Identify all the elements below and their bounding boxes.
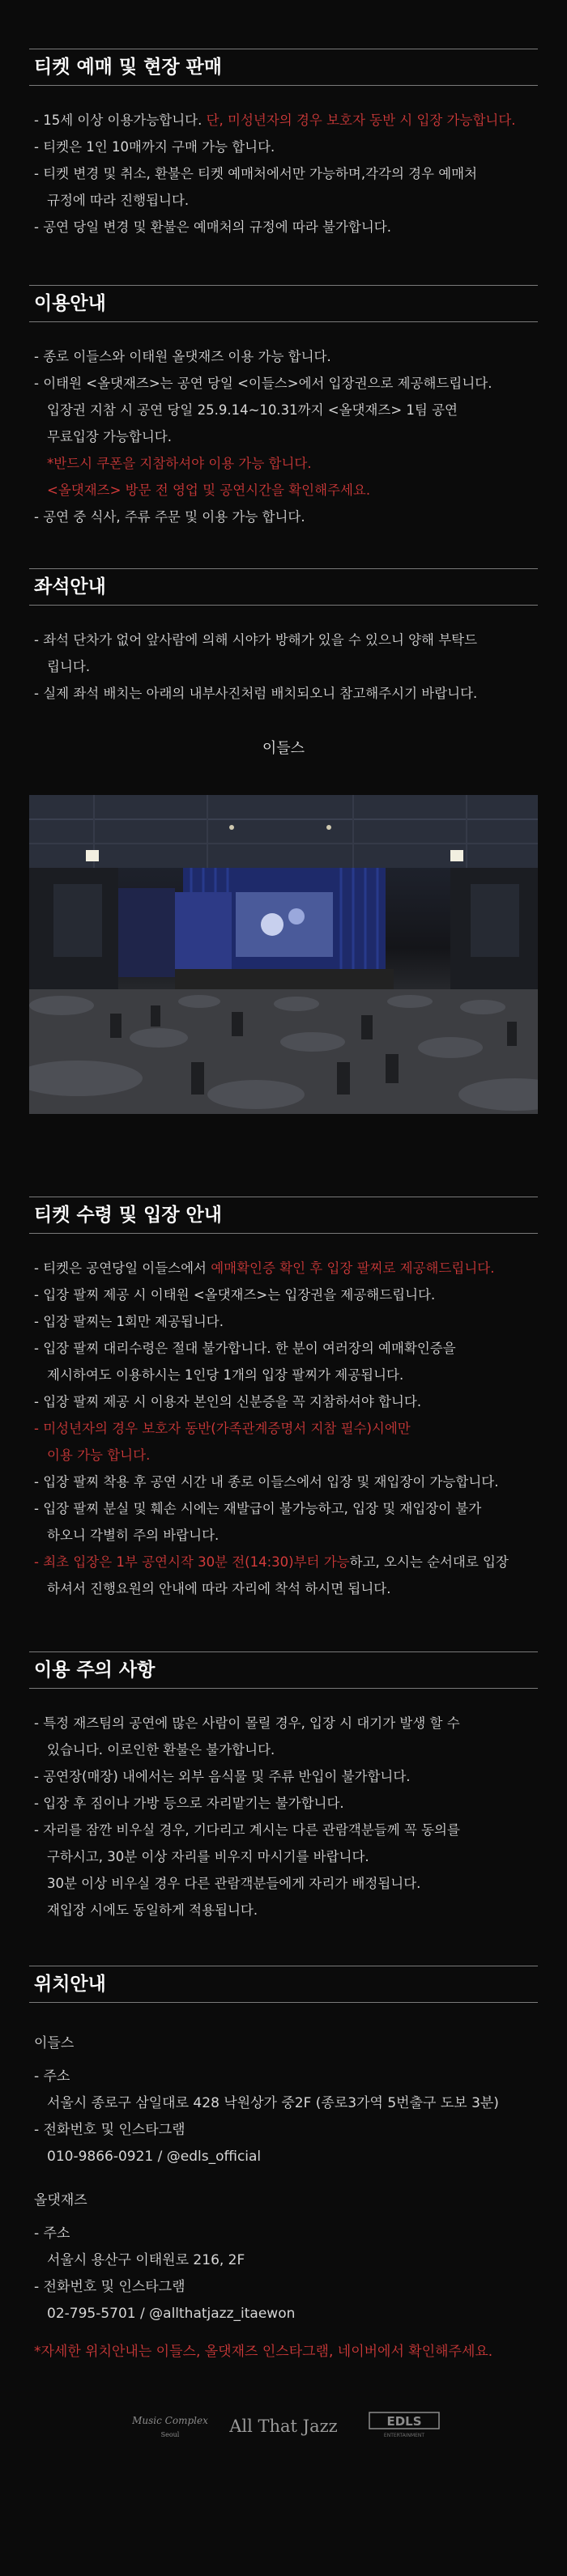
venue-interior-illustration xyxy=(29,795,538,1114)
list-line xyxy=(34,1897,538,1923)
address: 서울시 용산구 이태원로 216, 2F xyxy=(47,2252,245,2268)
divider xyxy=(29,2002,538,2003)
list-line xyxy=(34,1817,538,1843)
line-text: 하오니 각별히 주의 바랍니다. xyxy=(47,1528,220,1543)
list-line xyxy=(34,1495,538,1522)
location-note: *자세한 위치안내는 이들스, 올댓재즈 인스타그램, 네이버에서 확인해주세요. xyxy=(34,2344,493,2360)
line-text: 규정에 따라 진행됩니다. xyxy=(47,193,190,208)
edls-logo xyxy=(369,2412,439,2438)
list-line xyxy=(34,1335,538,1362)
list-line xyxy=(34,680,538,707)
line-text: - 이태원 <올댓재즈>는 공연 당일 <이들스>에서 입장권으로 제공해드립니다. xyxy=(34,376,492,391)
list-line xyxy=(34,1736,538,1763)
line-text: - 좌석 단차가 없어 앞사람에 의해 시야가 방해가 있을 수 있으니 양해 부탁드 xyxy=(34,632,478,648)
divider xyxy=(29,1688,538,1689)
list-line xyxy=(34,1442,538,1469)
section-usage xyxy=(29,285,538,530)
line-highlight: 예매확인증 확인 후 입장 팔찌로 제공해드립니다. xyxy=(211,1260,495,1276)
section-caution xyxy=(29,1651,538,1923)
divider xyxy=(29,605,538,606)
line-text: - 입장 팔찌 대리수령은 절대 불가합니다. 한 분이 여러장의 예매확인증을 xyxy=(34,1341,456,1356)
list-line xyxy=(34,1522,538,1549)
photo-caption: 이들스 xyxy=(262,740,305,757)
line-highlight: *반드시 쿠폰을 지참하셔야 이용 가능 합니다. xyxy=(47,456,312,471)
line-text: - 입장 팔찌 제공 시 이태원 <올댓재즈>는 입장권을 제공해드립니다. xyxy=(34,1287,436,1303)
list-line xyxy=(34,134,538,160)
section-location xyxy=(29,1966,538,2003)
list-line xyxy=(34,504,538,530)
venue-name: 이들스 xyxy=(34,2035,75,2051)
section-title: 이용안내 xyxy=(34,293,106,314)
line-text: - 종로 이들스와 이태원 올댓재즈 이용 가능 합니다. xyxy=(34,349,331,364)
line-text: - 티켓은 1인 10매까지 구매 가능 합니다. xyxy=(34,139,275,155)
contact-label: - 전화번호 및 인스타그램 xyxy=(34,2122,185,2138)
edls-text: EDLS xyxy=(386,2414,422,2429)
line-text: - 공연장(매장) 내에서는 외부 음식물 및 주류 반입이 불가합니다. xyxy=(34,1769,411,1784)
list-line xyxy=(34,1790,538,1817)
list-line xyxy=(34,1469,538,1495)
logos-svg xyxy=(0,2401,567,2450)
list-line xyxy=(34,370,538,397)
list-line xyxy=(34,343,538,370)
list-line xyxy=(34,214,538,240)
line-text: 무료입장 가능합니다. xyxy=(47,429,172,444)
music-complex-sub: Seoul xyxy=(160,2431,180,2438)
venue-name: 올댓재즈 xyxy=(34,2192,87,2208)
list-line xyxy=(34,627,538,653)
allthatjazz-logo xyxy=(228,2417,338,2436)
section-title: 이용 주의 사항 xyxy=(34,1660,156,1681)
info-list xyxy=(29,343,538,530)
venue-allthatjazz xyxy=(34,2187,536,2327)
list-line xyxy=(34,423,538,450)
list-line xyxy=(34,1763,538,1790)
list-line xyxy=(34,477,538,504)
music-complex-logo xyxy=(131,2415,208,2438)
line-text: 구하시고, 30분 이상 자리를 비우지 마시기를 바랍니다. xyxy=(47,1849,369,1864)
list-line xyxy=(34,1549,538,1575)
line-text: - 입장 후 짐이나 가방 등으로 자리맡기는 불가합니다. xyxy=(34,1796,344,1811)
line-text: - 공연 중 식사, 주류 주문 및 이용 가능 합니다. xyxy=(34,509,305,525)
list-line xyxy=(34,107,538,134)
list-line xyxy=(34,1308,538,1335)
section-title: 좌석안내 xyxy=(34,576,106,597)
address-label: - 주소 xyxy=(34,2225,70,2242)
section-ticket-sales xyxy=(29,49,538,240)
list-line xyxy=(34,1415,538,1442)
info-list xyxy=(29,1255,538,1602)
contact: 02-795-5701 / @allthatjazz_itaewon xyxy=(47,2306,296,2322)
line-text: - 실제 좌석 배치는 아래의 내부사진처럼 배치되오니 참고해주시기 바랍니다. xyxy=(34,686,478,701)
info-list xyxy=(29,1710,538,1923)
line-highlight: - 미성년자의 경우 보호자 동반(가족관계증명서 지참 필수)시에만 xyxy=(34,1421,411,1436)
section-seating xyxy=(29,568,538,707)
list-line xyxy=(34,653,538,680)
list-line xyxy=(34,1362,538,1388)
line-highlight: <올댓재즈> 방문 전 영업 및 공연시간을 확인해주세요. xyxy=(47,482,371,498)
line-text: 30분 이상 비우실 경우 다른 관람객분들에게 자리가 배정됩니다. xyxy=(47,1876,421,1891)
line-text: - 티켓은 공연당일 이들스에서 xyxy=(34,1260,211,1276)
list-line xyxy=(34,1575,538,1602)
list-line xyxy=(34,1388,538,1415)
list-line xyxy=(34,187,538,214)
list-line xyxy=(34,1255,538,1282)
section-ticket-entry xyxy=(29,1197,538,1602)
line-text: 립니다. xyxy=(47,659,91,674)
list-line xyxy=(34,1710,538,1736)
partner-logos xyxy=(0,2401,567,2450)
list-line xyxy=(34,1843,538,1870)
line-highlight: 이용 가능 합니다. xyxy=(47,1447,151,1463)
line-text: - 공연 당일 변경 및 환불은 예매처의 규정에 따라 불가합니다. xyxy=(34,219,391,235)
section-title: 위치안내 xyxy=(34,1974,106,1995)
line-text: 제시하여도 이용하시는 1인당 1개의 입장 팔찌가 제공됩니다. xyxy=(47,1367,404,1383)
line-text: 입장권 지참 시 공연 당일 25.9.14~10.31까지 <올댓재즈> 1팀 공연 xyxy=(47,402,458,418)
contact: 010-9866-0921 / @edls_official xyxy=(47,2149,262,2165)
info-list xyxy=(29,107,538,240)
venue-interior-photo xyxy=(29,795,538,1114)
line-text: 있습니다. 이로인한 환불은 불가합니다. xyxy=(47,1742,275,1758)
list-line xyxy=(34,160,538,187)
line-text: 재입장 시에도 동일하게 적용됩니다. xyxy=(47,1902,258,1918)
address-label: - 주소 xyxy=(34,2068,70,2085)
line-highlight: 단, 미성년자의 경우 보호자 동반 시 입장 가능합니다. xyxy=(206,113,516,128)
allthatjazz-text: All That Jazz xyxy=(229,2417,338,2436)
line-text: - 입장 팔찌 제공 시 이용자 본인의 신분증을 꼭 지참하셔야 합니다. xyxy=(34,1394,422,1409)
edls-sub: ENTERTAINMENT xyxy=(383,2433,425,2438)
contact-label: - 전화번호 및 인스타그램 xyxy=(34,2279,185,2295)
line-text: - 15세 이상 이용가능합니다. xyxy=(34,113,207,128)
line-text: 하고, 오시는 순서대로 입장 xyxy=(349,1554,509,1570)
divider xyxy=(29,1233,538,1234)
line-text: - 입장 팔찌는 1회만 제공됩니다. xyxy=(34,1314,224,1329)
line-text: - 자리를 잠깐 비우실 경우, 기다리고 계시는 다른 관람객분들께 꼭 동의를 xyxy=(34,1822,460,1838)
address: 서울시 종로구 삼일대로 428 낙원상가 중2F (종로3가역 5번출구 도보 3분) xyxy=(47,2095,499,2111)
line-text: - 입장 팔찌 분실 및 훼손 시에는 재발급이 불가능하고, 입장 및 재입장이 불가 xyxy=(34,1501,482,1516)
line-text: - 입장 팔찌 착용 후 공연 시간 내 종로 이들스에서 입장 및 재입장이 가능합니다. xyxy=(34,1474,499,1490)
section-title: 티켓 예매 및 현장 판매 xyxy=(34,57,222,78)
list-line xyxy=(34,1870,538,1897)
list-line xyxy=(34,1282,538,1308)
list-line xyxy=(34,450,538,477)
line-text: 하셔서 진행요원의 안내에 따라 자리에 착석 하시면 됩니다. xyxy=(47,1581,391,1596)
line-text: - 티켓 변경 및 취소, 환불은 티켓 예매처에서만 가능하며,각각의 경우 예매처 xyxy=(34,166,478,181)
venue-edls xyxy=(34,2030,536,2170)
info-list xyxy=(29,627,538,707)
list-line xyxy=(34,397,538,423)
line-highlight: - 최초 입장은 1부 공연시작 30분 전(14:30)부터 가능 xyxy=(34,1554,350,1570)
line-text: - 특정 재즈팀의 공연에 많은 사람이 몰릴 경우, 입장 시 대기가 발생 할 수 xyxy=(34,1715,460,1731)
music-complex-text: Music Complex xyxy=(132,2415,208,2426)
divider xyxy=(29,321,538,322)
section-title: 티켓 수령 및 입장 안내 xyxy=(34,1205,222,1226)
divider xyxy=(29,85,538,86)
